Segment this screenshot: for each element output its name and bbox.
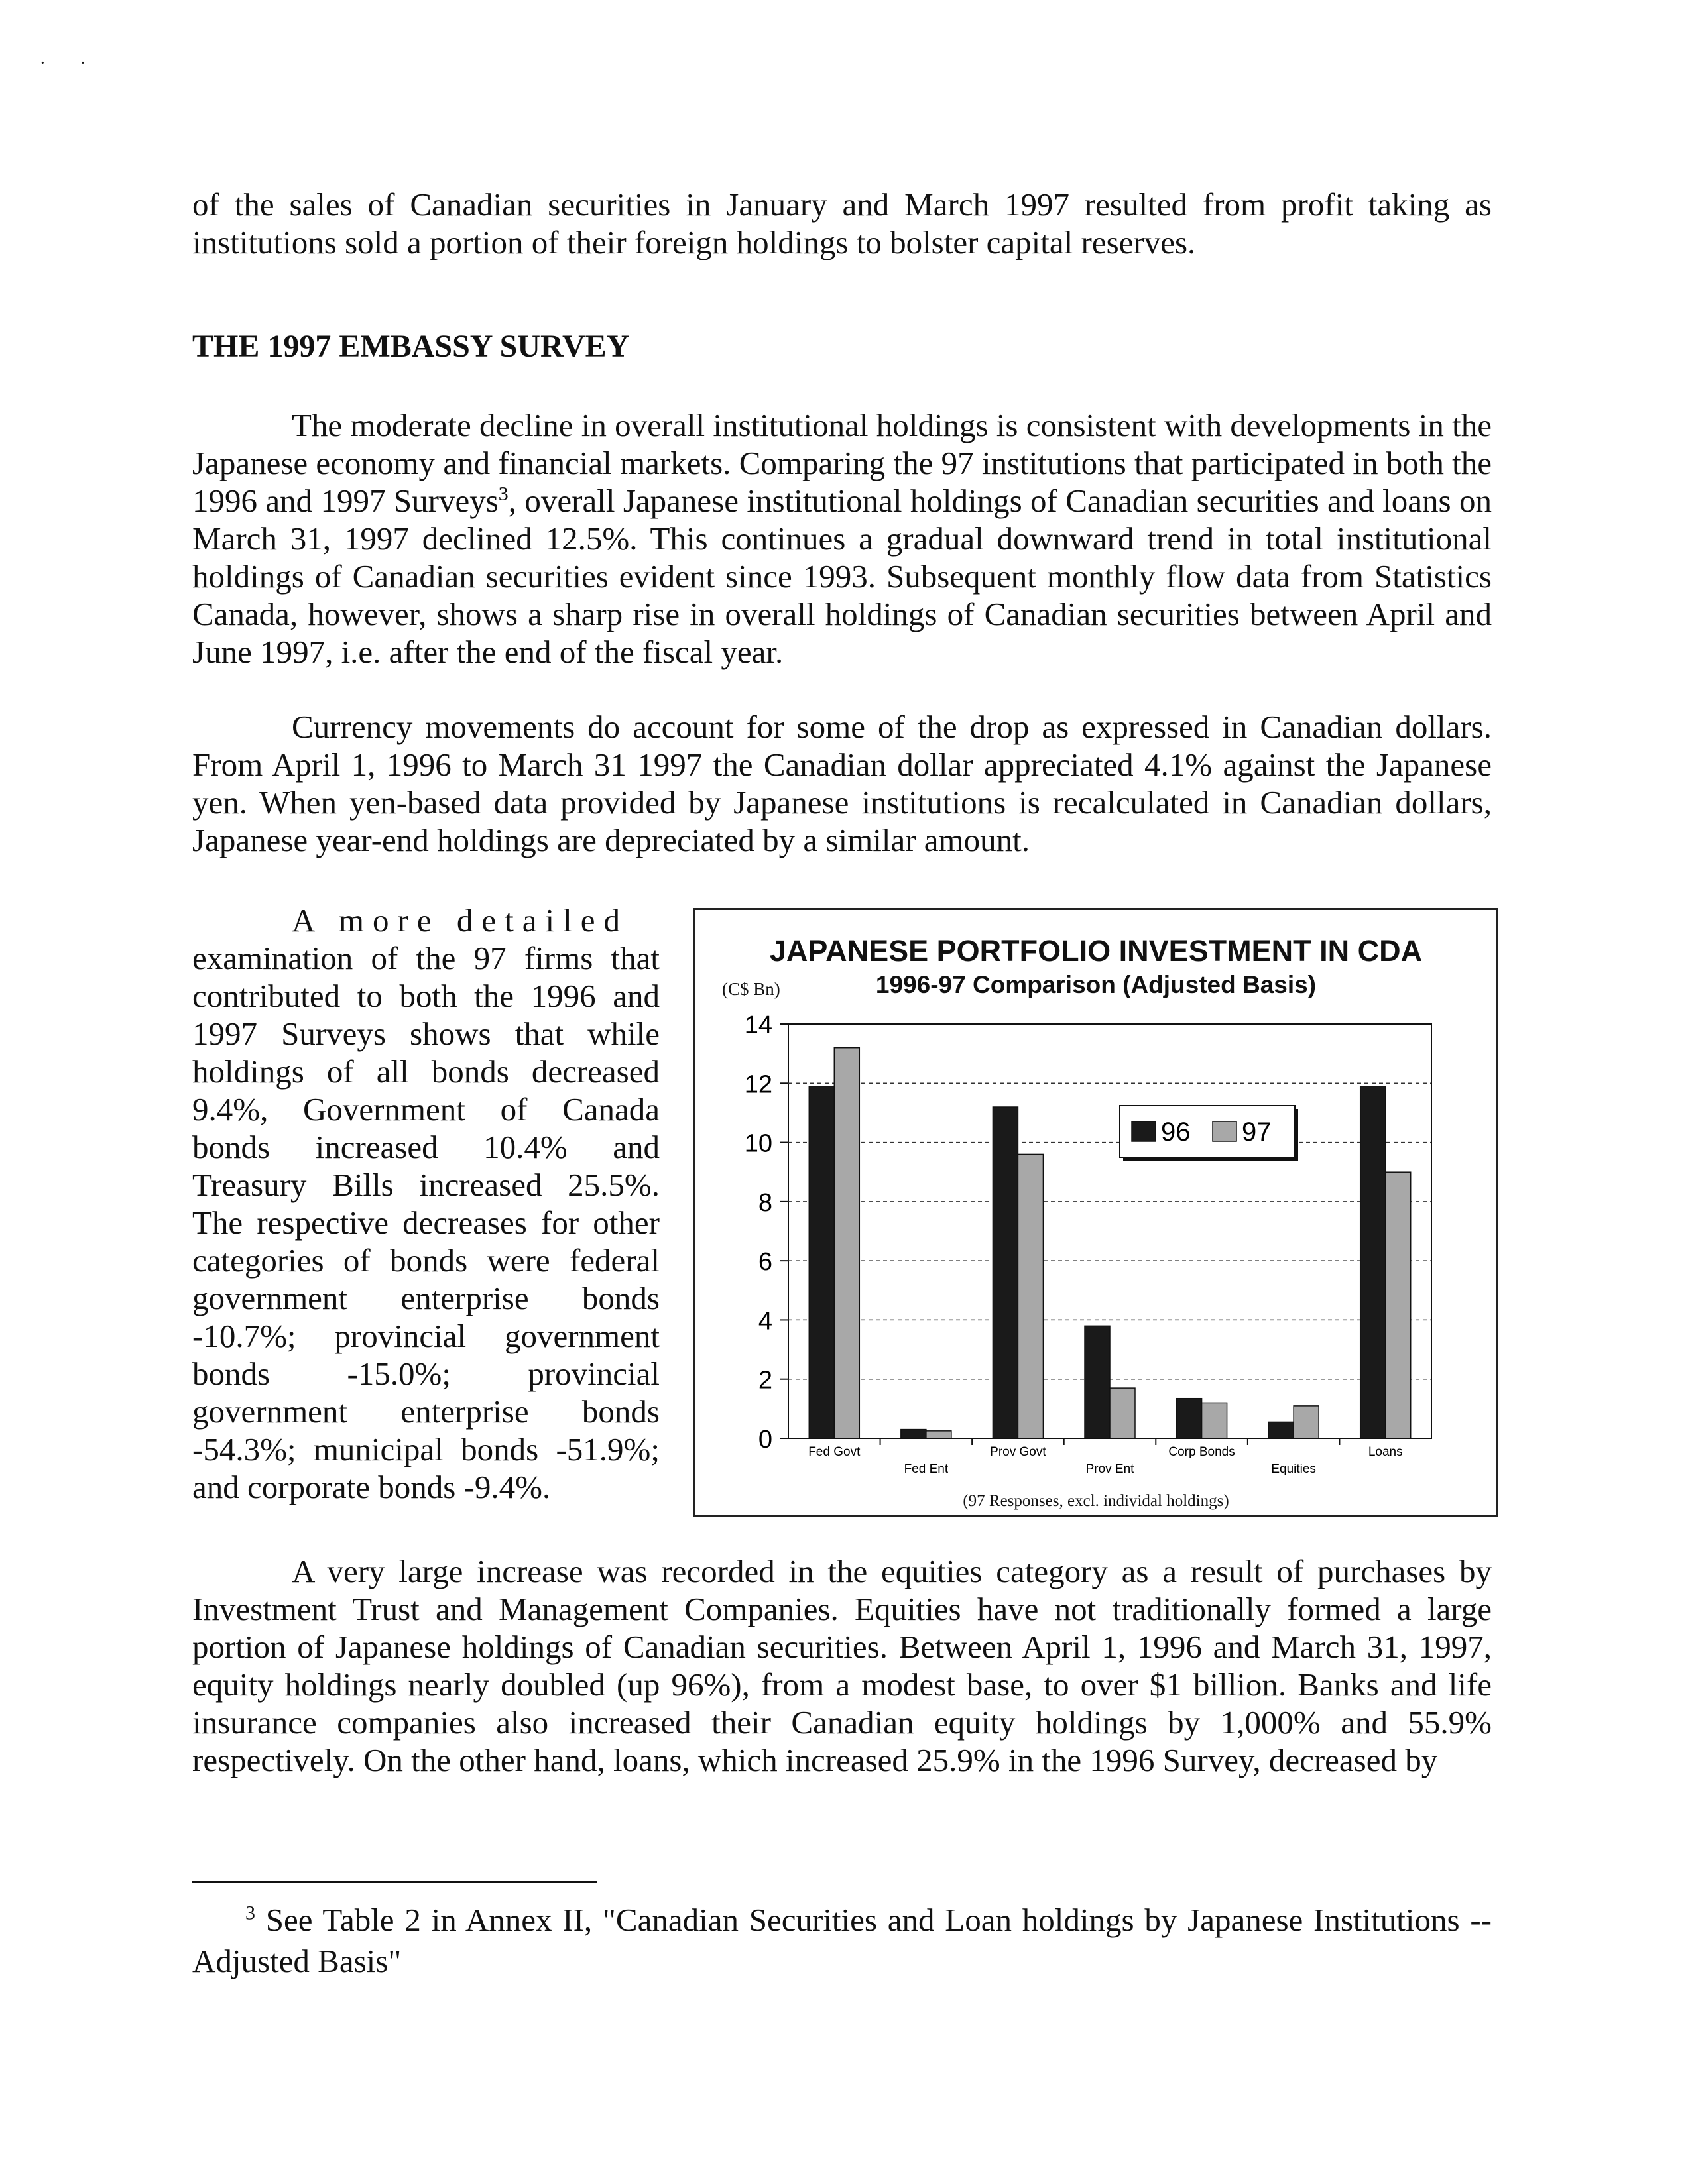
x-tick-label: Loans [1368,1445,1403,1459]
legend-label-96: 96 [1161,1118,1191,1147]
x-tick-label: Prov Govt [990,1445,1046,1459]
bar-97-1 [926,1431,951,1438]
x-tick-label: Prov Ent [1085,1462,1134,1476]
footnote-rule [192,1881,597,1883]
bar-97-3 [1110,1388,1135,1438]
chart-subtitle: 1996-97 Comparison (Adjusted Basis) [875,971,1317,998]
document-page [192,186,1492,1779]
bar-96-0 [809,1086,834,1438]
chart-note: (97 Responses, excl. individal holdings) [963,1492,1229,1510]
legend-swatch-97 [1213,1121,1236,1141]
y-tick-label: 0 [758,1426,772,1454]
bar-96-4 [1177,1399,1202,1438]
x-tick-label: Corp Bonds [1168,1445,1235,1459]
bar-97-5 [1294,1406,1319,1438]
x-tick-label: Fed Govt [808,1445,861,1459]
bar-96-6 [1360,1086,1386,1438]
para1-text-a: The moderate decline in overall institutional holdings is consistent with developments in the Japanese economy and financial markets. Comparing the 97 institutions that participated in both the 1996 and 1997 Surveys [192,407,1492,519]
chart-title: JAPANESE PORTFOLIO INVESTMENT IN CDA [769,934,1423,968]
bar-97-2 [1018,1154,1043,1438]
paragraph-currency: Currency movements do account for some of the drop as expressed in Canadian dollars. From April 1, 1996 to March 31 1997 the Canadian dollar appreciated 4.1% against the Japanese yen. When yen-based data provided by Japanese institutions is recalculated in Canadian dollars, Japanese year-end holdings are depreciated by a similar amount. [192,709,1492,858]
scan-marks: · · [40,53,86,72]
x-tick-label: Fed Ent [904,1462,949,1476]
bar-97-4 [1202,1403,1227,1438]
side-text-column [192,901,660,1506]
bar-96-1 [901,1430,926,1438]
bar-96-3 [1085,1326,1110,1438]
footnote [192,1900,1492,1982]
bar-96-5 [1268,1422,1294,1438]
y-tick-label: 2 [758,1366,772,1395]
intro-paragraph: of the sales of Canadian securities in January and March 1997 resulted from profit taking as institutions sold a portion of their foreign holdings to bolster capital reserves. [192,186,1492,260]
bar-97-6 [1386,1172,1411,1438]
footnote-ref: 3 [498,483,509,505]
paragraph-equities: A very large increase was recorded in the equities category as a result of purchases by Investment Trust and Management Companies. Equities have not traditionally formed a large portion of Japanese holdings of Canadian securities. Between April 1, 1996 and March 31, 1997, equity holdings nearly doubled (up 96%), from a modest base, to over $1 billion. Banks and life insurance companies also increased their Canadian equity holdings by 1,000% and 55.9% respectively. On the other hand, loans, which increased 25.9% in the 1996 Survey, decreased by [192,1553,1492,1778]
chart-plot [695,910,1496,1515]
y-tick-label: 6 [758,1248,772,1277]
side-text-first-line: A more detailed [292,902,629,939]
y-tick-label: 14 [744,1011,772,1039]
bar-96-2 [993,1107,1018,1438]
legend-swatch-96 [1132,1121,1156,1141]
footnote-text: See Table 2 in Annex II, "Canadian Securities and Loan holdings by Japanese Institutions -- Adjusted Basis" [192,1902,1492,1979]
bar-chart [693,908,1498,1517]
footnote-mark: 3 [245,1902,255,1924]
y-tick-label: 10 [744,1129,772,1158]
bar-97-0 [834,1048,859,1438]
y-axis-label: (C$ Bn) [722,979,780,999]
section-heading: THE 1997 EMBASSY SURVEY [192,329,630,364]
text-and-chart-block [192,901,1492,1530]
y-tick-label: 12 [744,1070,772,1099]
side-text-body: examination of the 97 firms that contributed to both the 1996 and 1997 Surveys shows that while holdings of all bonds decreased 9.4%, Government of Canada bonds increased 10.4% and Treasury Bills increased 25.5%. The respective decreases for other categories of bonds were federal government enterprise bonds -10.7%; provincial government bonds -15.0%; provincial government enterprise bonds -54.3%; municipal bonds -51.9%; and corporate bonds -9.4%. [192,940,660,1505]
x-tick-label: Equities [1271,1462,1316,1476]
y-tick-label: 4 [758,1307,772,1336]
paragraph-holdings-decline [192,406,1492,671]
y-tick-label: 8 [758,1188,772,1217]
legend-label-97: 97 [1242,1118,1272,1147]
para1-text-b: , overall Japanese institutional holdings of Canadian securities and loans on March 31, 1997 declined 12.5%. This continues a gradual downward trend in total institutional holdings of Canadian securities evident since 1993. Subsequent monthly flow data from Statistics Canada, however, shows a sharp rise in overall holdings of Canadian securities between April and June 1997, i.e. after the end of the fiscal year. [192,483,1492,670]
